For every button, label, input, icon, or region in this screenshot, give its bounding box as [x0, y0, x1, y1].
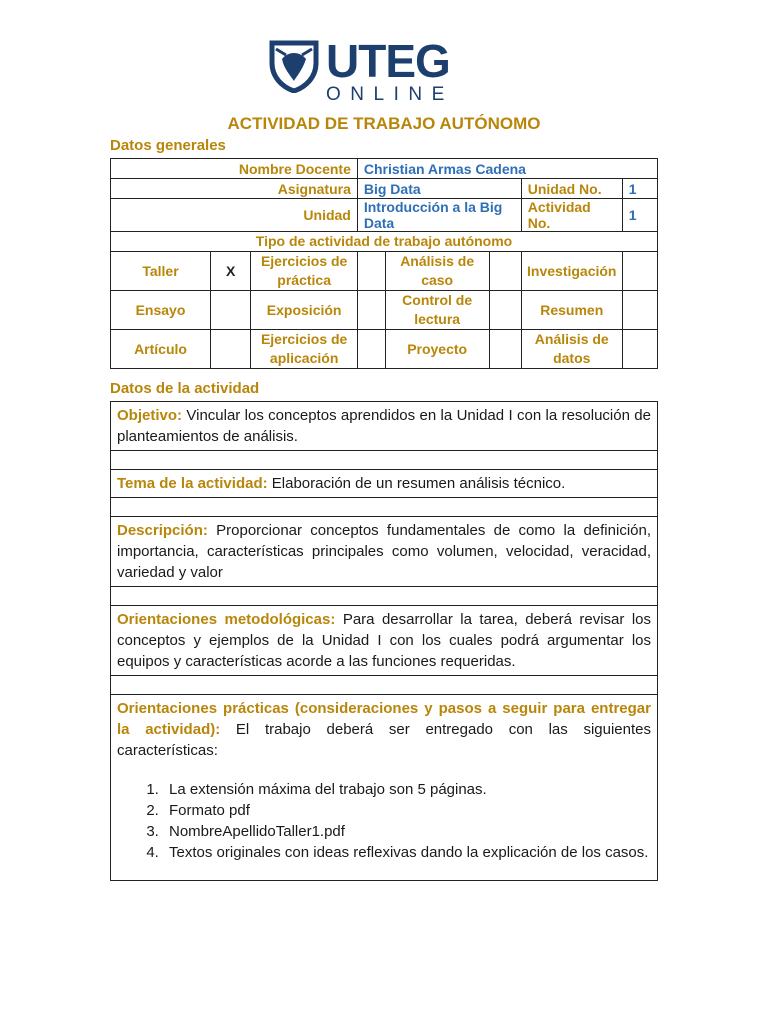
docente-label: Nombre Docente	[111, 159, 358, 179]
general-data-table	[110, 158, 658, 369]
tipo-resumen: Resumen	[521, 291, 622, 330]
tipo-articulo: Artículo	[111, 330, 211, 369]
check-cell	[211, 291, 251, 330]
objetivo-cell	[111, 402, 657, 451]
check-cell	[622, 291, 657, 330]
list-item: 2. Formato pdf	[163, 800, 651, 821]
descripcion-label: Descripción:	[117, 522, 208, 539]
requirements-list	[117, 779, 651, 863]
tipo-taller: Taller	[111, 252, 211, 291]
check-cell	[489, 330, 521, 369]
tema-text: Elaboración de un resumen análisis técnico.	[271, 475, 566, 492]
docente-value: Christian Armas Cadena	[357, 159, 657, 179]
check-cell	[622, 252, 657, 291]
asignatura-value: Big Data	[357, 179, 521, 199]
metodologicas-text: Para desarrollar la tarea, deberá revisar los conceptos y ejemplos de la Unidad I con los cuales podrá argumentar los equipos y características acorde a las funciones requeridas.	[117, 611, 652, 670]
unidad-no-label: Unidad No.	[521, 179, 622, 199]
check-cell	[357, 291, 385, 330]
tipo-exposicion: Exposición	[251, 291, 357, 330]
page-title: ACTIVIDAD DE TRABAJO AUTÓNOMO	[227, 114, 541, 133]
tipo-investigacion: Investigación	[521, 252, 622, 291]
practicas-text: El trabajo deberá ser entregado con las siguientes características:	[117, 721, 651, 759]
tipo-ensayo: Ensayo	[111, 291, 211, 330]
tipo-analisis-datos: Análisis de datos	[521, 330, 622, 369]
shield-bull-icon	[266, 37, 322, 93]
tipo-proyecto: Proyecto	[385, 330, 489, 369]
check-cell	[357, 252, 385, 291]
tipo-ejercicios-practica: Ejercicios de práctica	[251, 252, 357, 291]
objetivo-text: Vincular los conceptos aprendidos en la Unidad I con la resolución de planteamientos de análisis.	[117, 407, 651, 445]
spacer-row	[111, 498, 657, 517]
metodologicas-cell	[111, 606, 657, 676]
list-item: 4. Textos originales con ideas reflexivas dando la explicación de los casos.	[163, 842, 651, 863]
check-cell	[211, 330, 251, 369]
logo-subtitle: ONLINE	[326, 84, 454, 105]
taller-mark: X	[211, 252, 251, 291]
spacer-row	[111, 676, 657, 695]
tipo-header: Tipo de actividad de trabajo autónomo	[111, 232, 658, 252]
check-cell	[357, 330, 385, 369]
spacer-row	[111, 451, 657, 470]
objetivo-label: Objetivo:	[117, 407, 183, 424]
actividad-no-value: 1	[622, 199, 657, 232]
unidad-value: Introducción a la Big Data	[357, 199, 521, 232]
activity-table	[110, 401, 658, 881]
tema-label: Tema de la actividad:	[117, 475, 268, 492]
list-item: 3. NombreApellidoTaller1.pdf	[163, 821, 651, 842]
check-cell	[489, 291, 521, 330]
tipo-control-lectura: Control de lectura	[385, 291, 489, 330]
tipo-ejercicios-aplicacion: Ejercicios de aplicación	[251, 330, 357, 369]
practicas-label: Orientaciones prácticas (consideraciones y pasos a seguir para entregar la actividad):	[117, 700, 651, 738]
section-general-heading: Datos generales	[110, 137, 226, 154]
list-item: 1. La extensión máxima del trabajo son 5 páginas.	[163, 779, 651, 800]
asignatura-label: Asignatura	[111, 179, 358, 199]
check-cell	[489, 252, 521, 291]
logo-word: UTEG	[326, 35, 450, 87]
tema-cell	[111, 470, 657, 498]
descripcion-cell	[111, 517, 657, 587]
unidad-label: Unidad	[111, 199, 358, 232]
actividad-no-label: Actividad No.	[521, 199, 622, 232]
tipo-analisis-caso: Análisis de caso	[385, 252, 489, 291]
metodologicas-label: Orientaciones metodológicas:	[117, 611, 336, 628]
unidad-no-value: 1	[622, 179, 657, 199]
section-activity-heading: Datos de la actividad	[110, 380, 260, 397]
uteg-logo	[266, 34, 476, 104]
practicas-cell	[111, 695, 657, 880]
spacer-row	[111, 587, 657, 606]
descripcion-text: Proporcionar conceptos fundamentales de como la definición, importancia, características principales como volumen, velocidad, veracidad, variedad y valor	[117, 522, 652, 581]
check-cell	[622, 330, 657, 369]
